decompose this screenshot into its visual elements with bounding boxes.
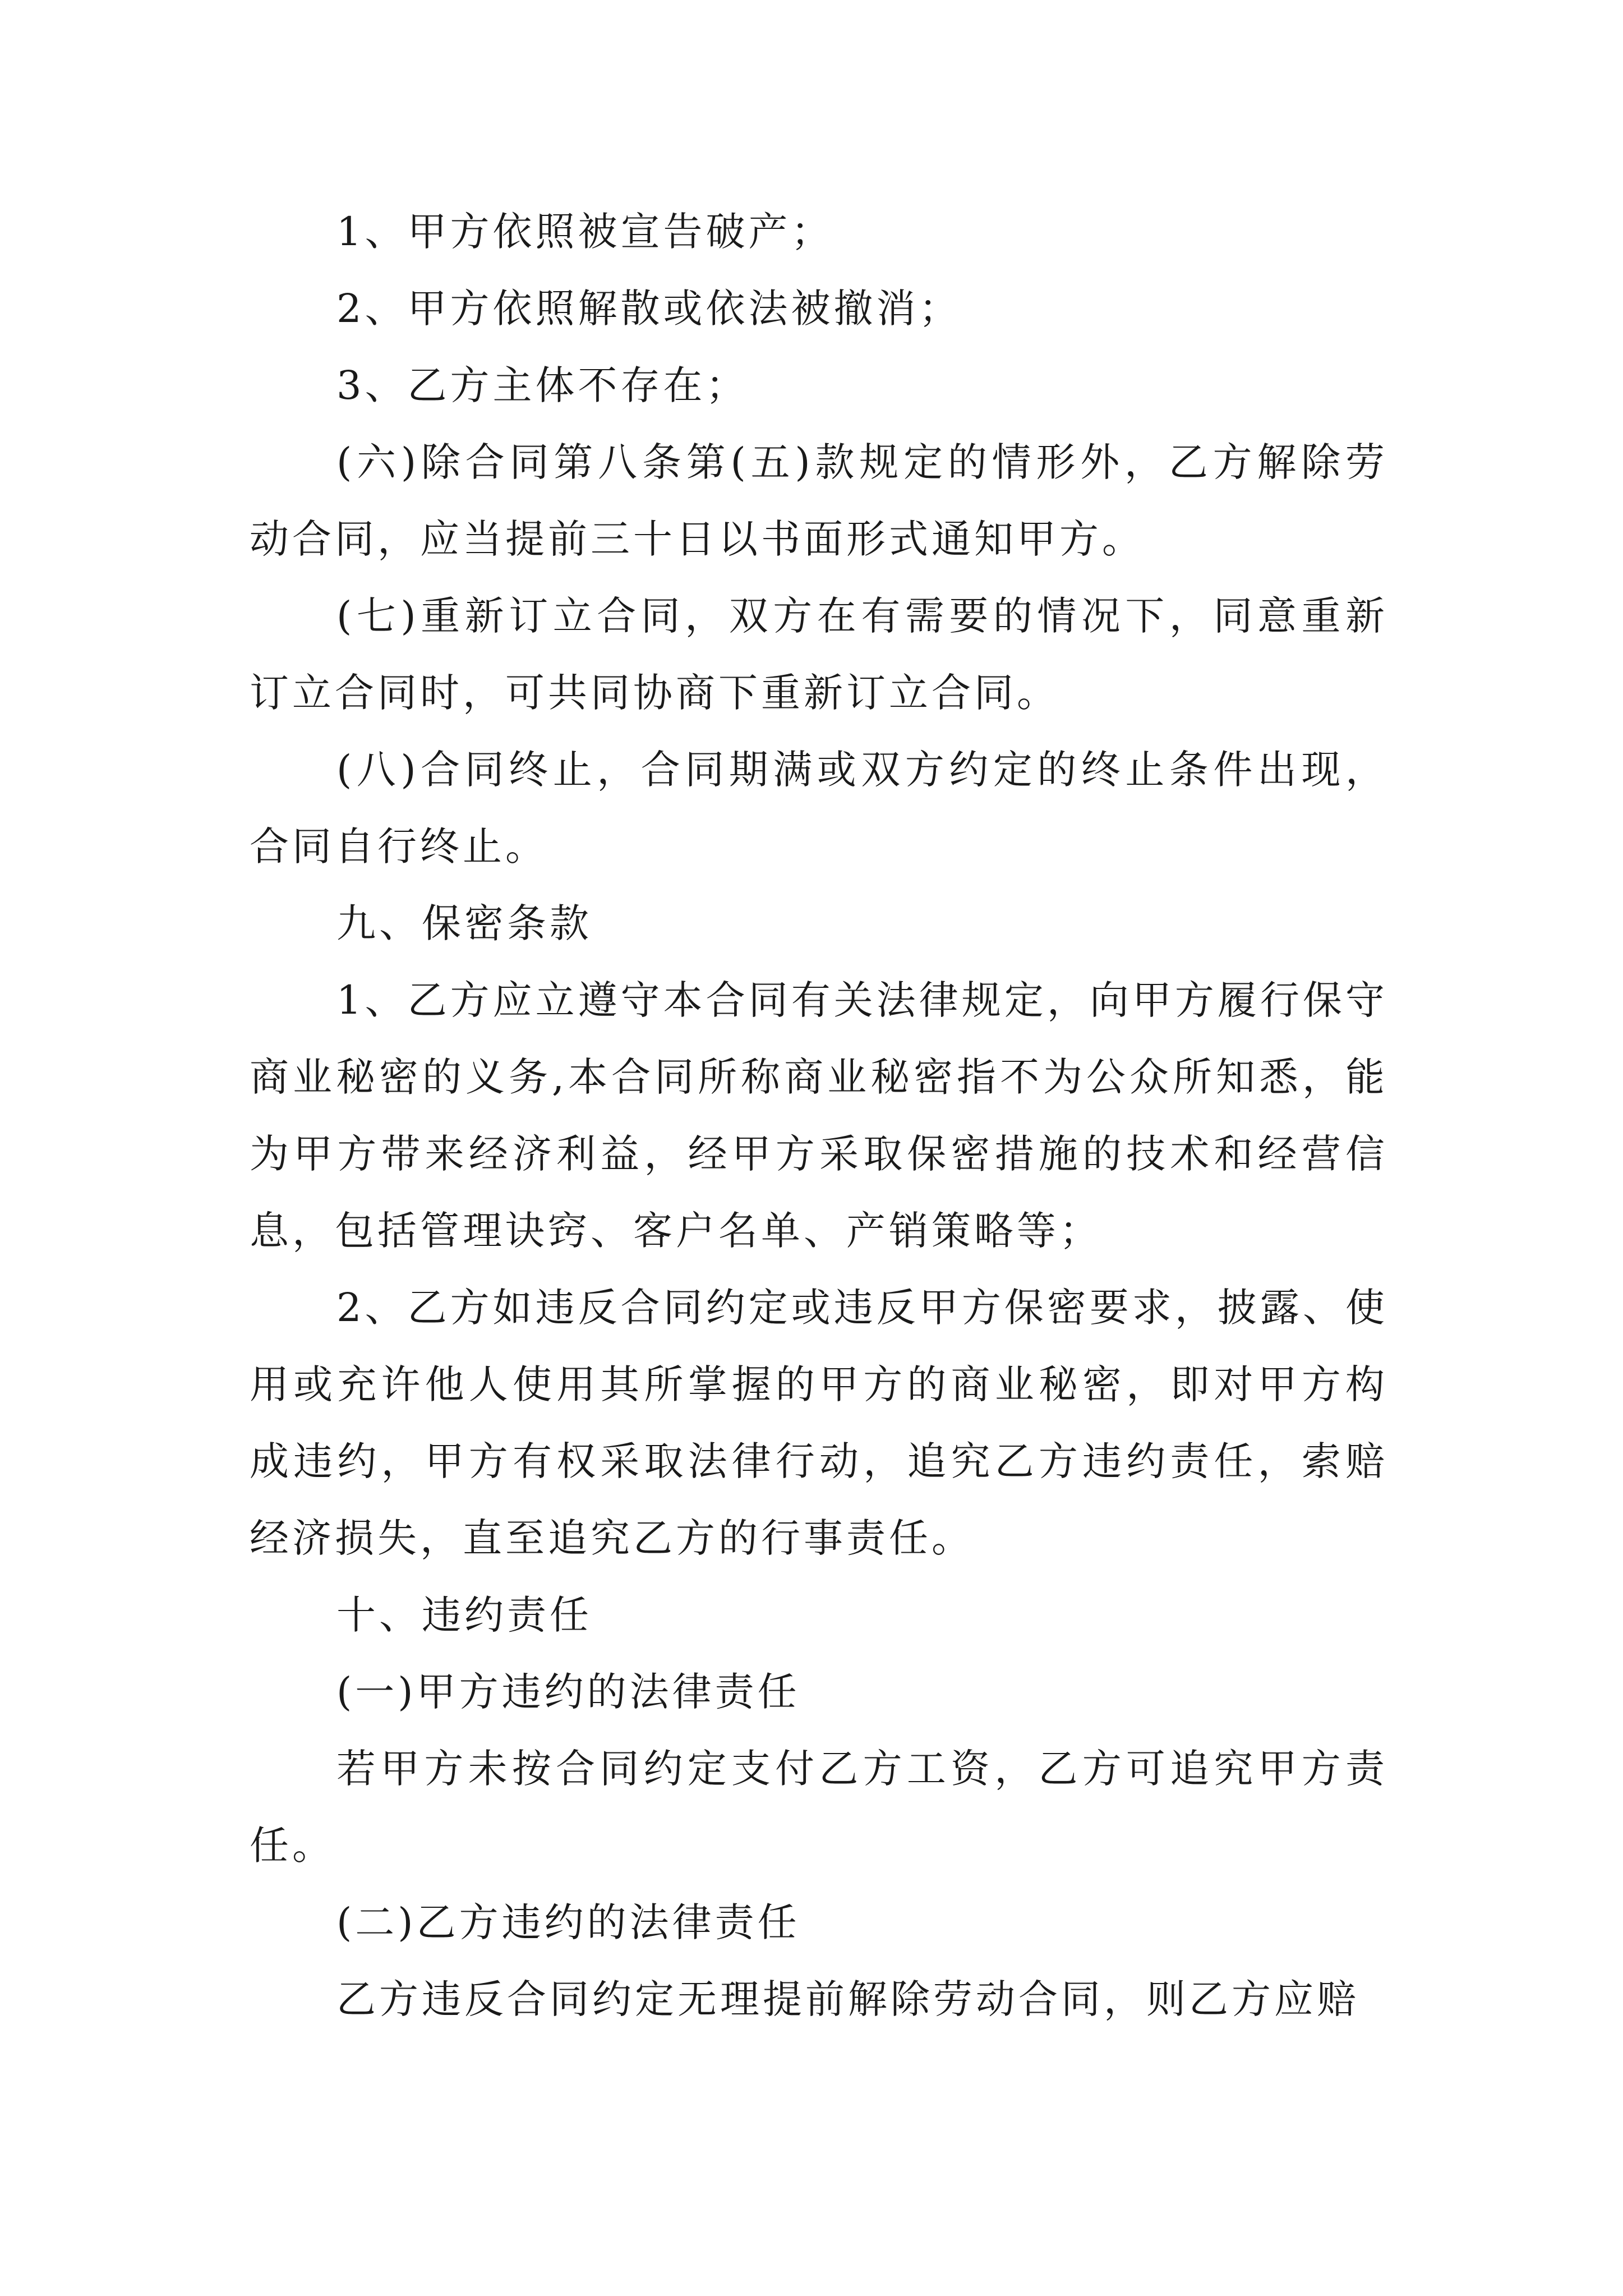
- paragraph-5: (七)重新订立合同，双方在有需要的情况下，同意重新订立合同时，可共同协商下重新订立合同。: [250, 593, 1388, 716]
- section-heading-confidentiality: 九、保密条款: [336, 900, 592, 946]
- paragraph-9: 2、乙方如违反合同约定或违反甲方保密要求，披露、使用或充许他人使用其所掌握的甲方的商业秘密，即对甲方构成违约，甲方有权采取法律行动，追究乙方违约责任，索赔经济损失，直至追究乙方的行事责任。: [250, 1285, 1388, 1561]
- paragraph-6: (八)合同终止，合同期满或双方约定的终止条件出现，合同自行终止。: [250, 747, 1388, 869]
- paragraph-1: 1、甲方依照被宣告破产；: [336, 209, 834, 255]
- paragraph-4: (六)除合同第八条第(五)款规定的情形外，乙方解除劳动合同，应当提前三十日以书面形式通知甲方。: [250, 439, 1388, 562]
- section-heading-liability: 十、违约责任: [336, 1592, 592, 1638]
- subheading-party-a-liability: (一)甲方违约的法律责任: [336, 1669, 800, 1715]
- paragraph-12: 若甲方未按合同约定支付乙方工资，乙方可追究甲方责任。: [250, 1746, 1388, 1869]
- paragraph-8: 1、乙方应立遵守本合同有关法律规定，向甲方履行保守商业秘密的义务,本合同所称商业秘密指不为公众所知悉，能为甲方带来经济利益，经甲方采取保密措施的技术和经营信息，包括管理诀窍、客户名单、产销策略等；: [250, 977, 1388, 1254]
- subheading-party-b-liability: (二)乙方违约的法律责任: [336, 1899, 800, 1945]
- paragraph-14: 乙方违反合同约定无理提前解除劳动合同，则乙方应赔: [336, 1976, 1359, 2022]
- document-body: [250, 194, 1388, 2038]
- paragraph-2: 2、甲方依照解散或依法被撤消；: [336, 286, 962, 332]
- paragraph-3: 3、乙方主体不存在；: [336, 362, 749, 408]
